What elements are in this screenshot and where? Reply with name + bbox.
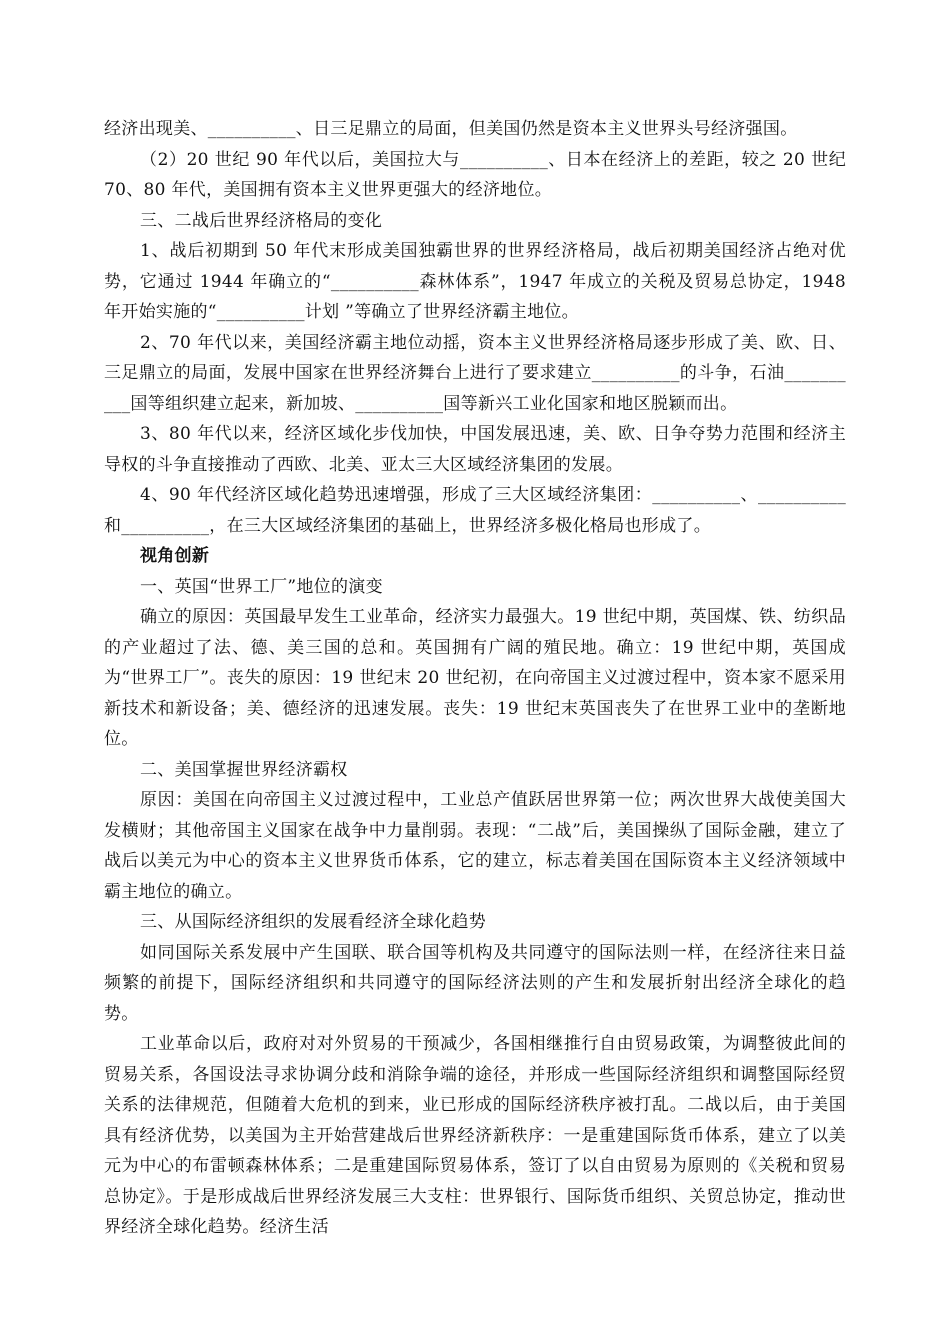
paragraph-intl-organizations: 如同国际关系发展中产生国联、联合国等机构及共同遵守的国际法则一样，在经济往来日益频繁的前提下，国际经济组织和共同遵守的国际经济法则的产生和发展折射出经济全球化的趋势。 [104, 942, 846, 1024]
section-heading-3: 三、二战后世界经济格局的变化 [140, 210, 383, 231]
subheading-3: 三、从国际经济组织的发展看经济全球化趋势 [140, 912, 486, 932]
paragraph-item-3: 3、80 年代以来，经济区域化步伐加快，中国发展迅速，美、欧、日争夺势力范围和经济主导权的斗争直接推动了西欧、北美、亚太三大区域经济集团的发展。 [104, 424, 846, 475]
subheading-1: 一、英国“世界工厂”地位的演变 [140, 576, 383, 597]
subheading-2: 二、美国掌握世界经济霸权 [140, 759, 348, 780]
paragraph-industrial-revolution: 工业革命以后，政府对对外贸易的干预减少，各国相继推行自由贸易政策，为调整彼此间的贸易关系，各国设法寻求协调分歧和消除争端的途径，并形成一些国际经济组织和调整国际经贸关系的法律规范，但随着大危机的到来，业已形成的国际经济秩序被打乱。二战以后，由于美国具有经济优势，以美国为主开始营建战后世界经济新秩序：一是重建国际货币体系，建立了以美元为中心的布雷顿森林体系；二是重建国际贸易体系，签订了以自由贸易为原则的《关税和贸易总协定》。于是形成战后世界经济发展三大支柱：世界银行、国际货币组织、关贸总协定，推动世界经济全球化趋势。经济生活 [104, 1034, 846, 1237]
document-page [104, 114, 846, 1243]
paragraph-uk-world-factory: 确立的原因：英国最早发生工业革命，经济实力最强大。19 世纪中期，英国煤、铁、纺织品的产业超过了法、德、美三国的总和。英国拥有广阔的殖民地。确立：19 世纪中期，英国成为“世界工厂”。丧失的原因：19 世纪末 20 世纪初，在向帝国主义过渡过程中，资本家不愿采用新技术和新设备；美、德经济的迅速发展。丧失：19 世纪末英国丧失了在世界工业中的垄断地位。 [104, 607, 846, 749]
paragraph-item-1: 1、战后初期到 50 年代末形成美国独霸世界的世界经济格局，战后初期美国经济占绝对优势，它通过 1944 年确立的“__________森林体系”，1947 年成立的关税及贸易总协定，1948 年开始实施的“__________计划 ”等确立了世界经济霸主地位。 [104, 241, 846, 322]
paragraph-item-4: 4、90 年代经济区域化趋势迅速增强，形成了三大区域经济集团：__________、__________和__________，在三大区域经济集团的基础上，世界经济多极化格局也形成了。 [104, 485, 846, 536]
section-heading-perspective: 视角创新 [140, 546, 210, 566]
paragraph-point-2: （2）20 世纪 90 年代以后，美国拉大与__________、日本在经济上的差距，较之 20 世纪 70、80 年代，美国拥有资本主义世界更强大的经济地位。 [104, 149, 846, 200]
paragraph-continuation: 经济出现美、__________、日三足鼎立的局面，但美国仍然是资本主义世界头号经济强国。 [104, 119, 798, 139]
paragraph-item-2: 2、70 年代以来，美国经济霸主地位动摇，资本主义世界经济格局逐步形成了美、欧、日、三足鼎立的局面，发展中国家在世界经济舞台上进行了要求建立__________的斗争，石油__________国等组织建立起来，新加坡、__________国等新兴工业化国家和地区脱颖而出。 [104, 332, 846, 414]
paragraph-us-hegemony: 原因：美国在向帝国主义过渡过程中，工业总产值跃居世界第一位；两次世界大战使美国大发横财；其他帝国主义国家在战争中力量削弱。表现：“二战”后，美国操纵了国际金融，建立了战后以美元为中心的资本主义世界货币体系，它的建立，标志着美国在国际资本主义经济领域中霸主地位的确立。 [104, 790, 846, 902]
